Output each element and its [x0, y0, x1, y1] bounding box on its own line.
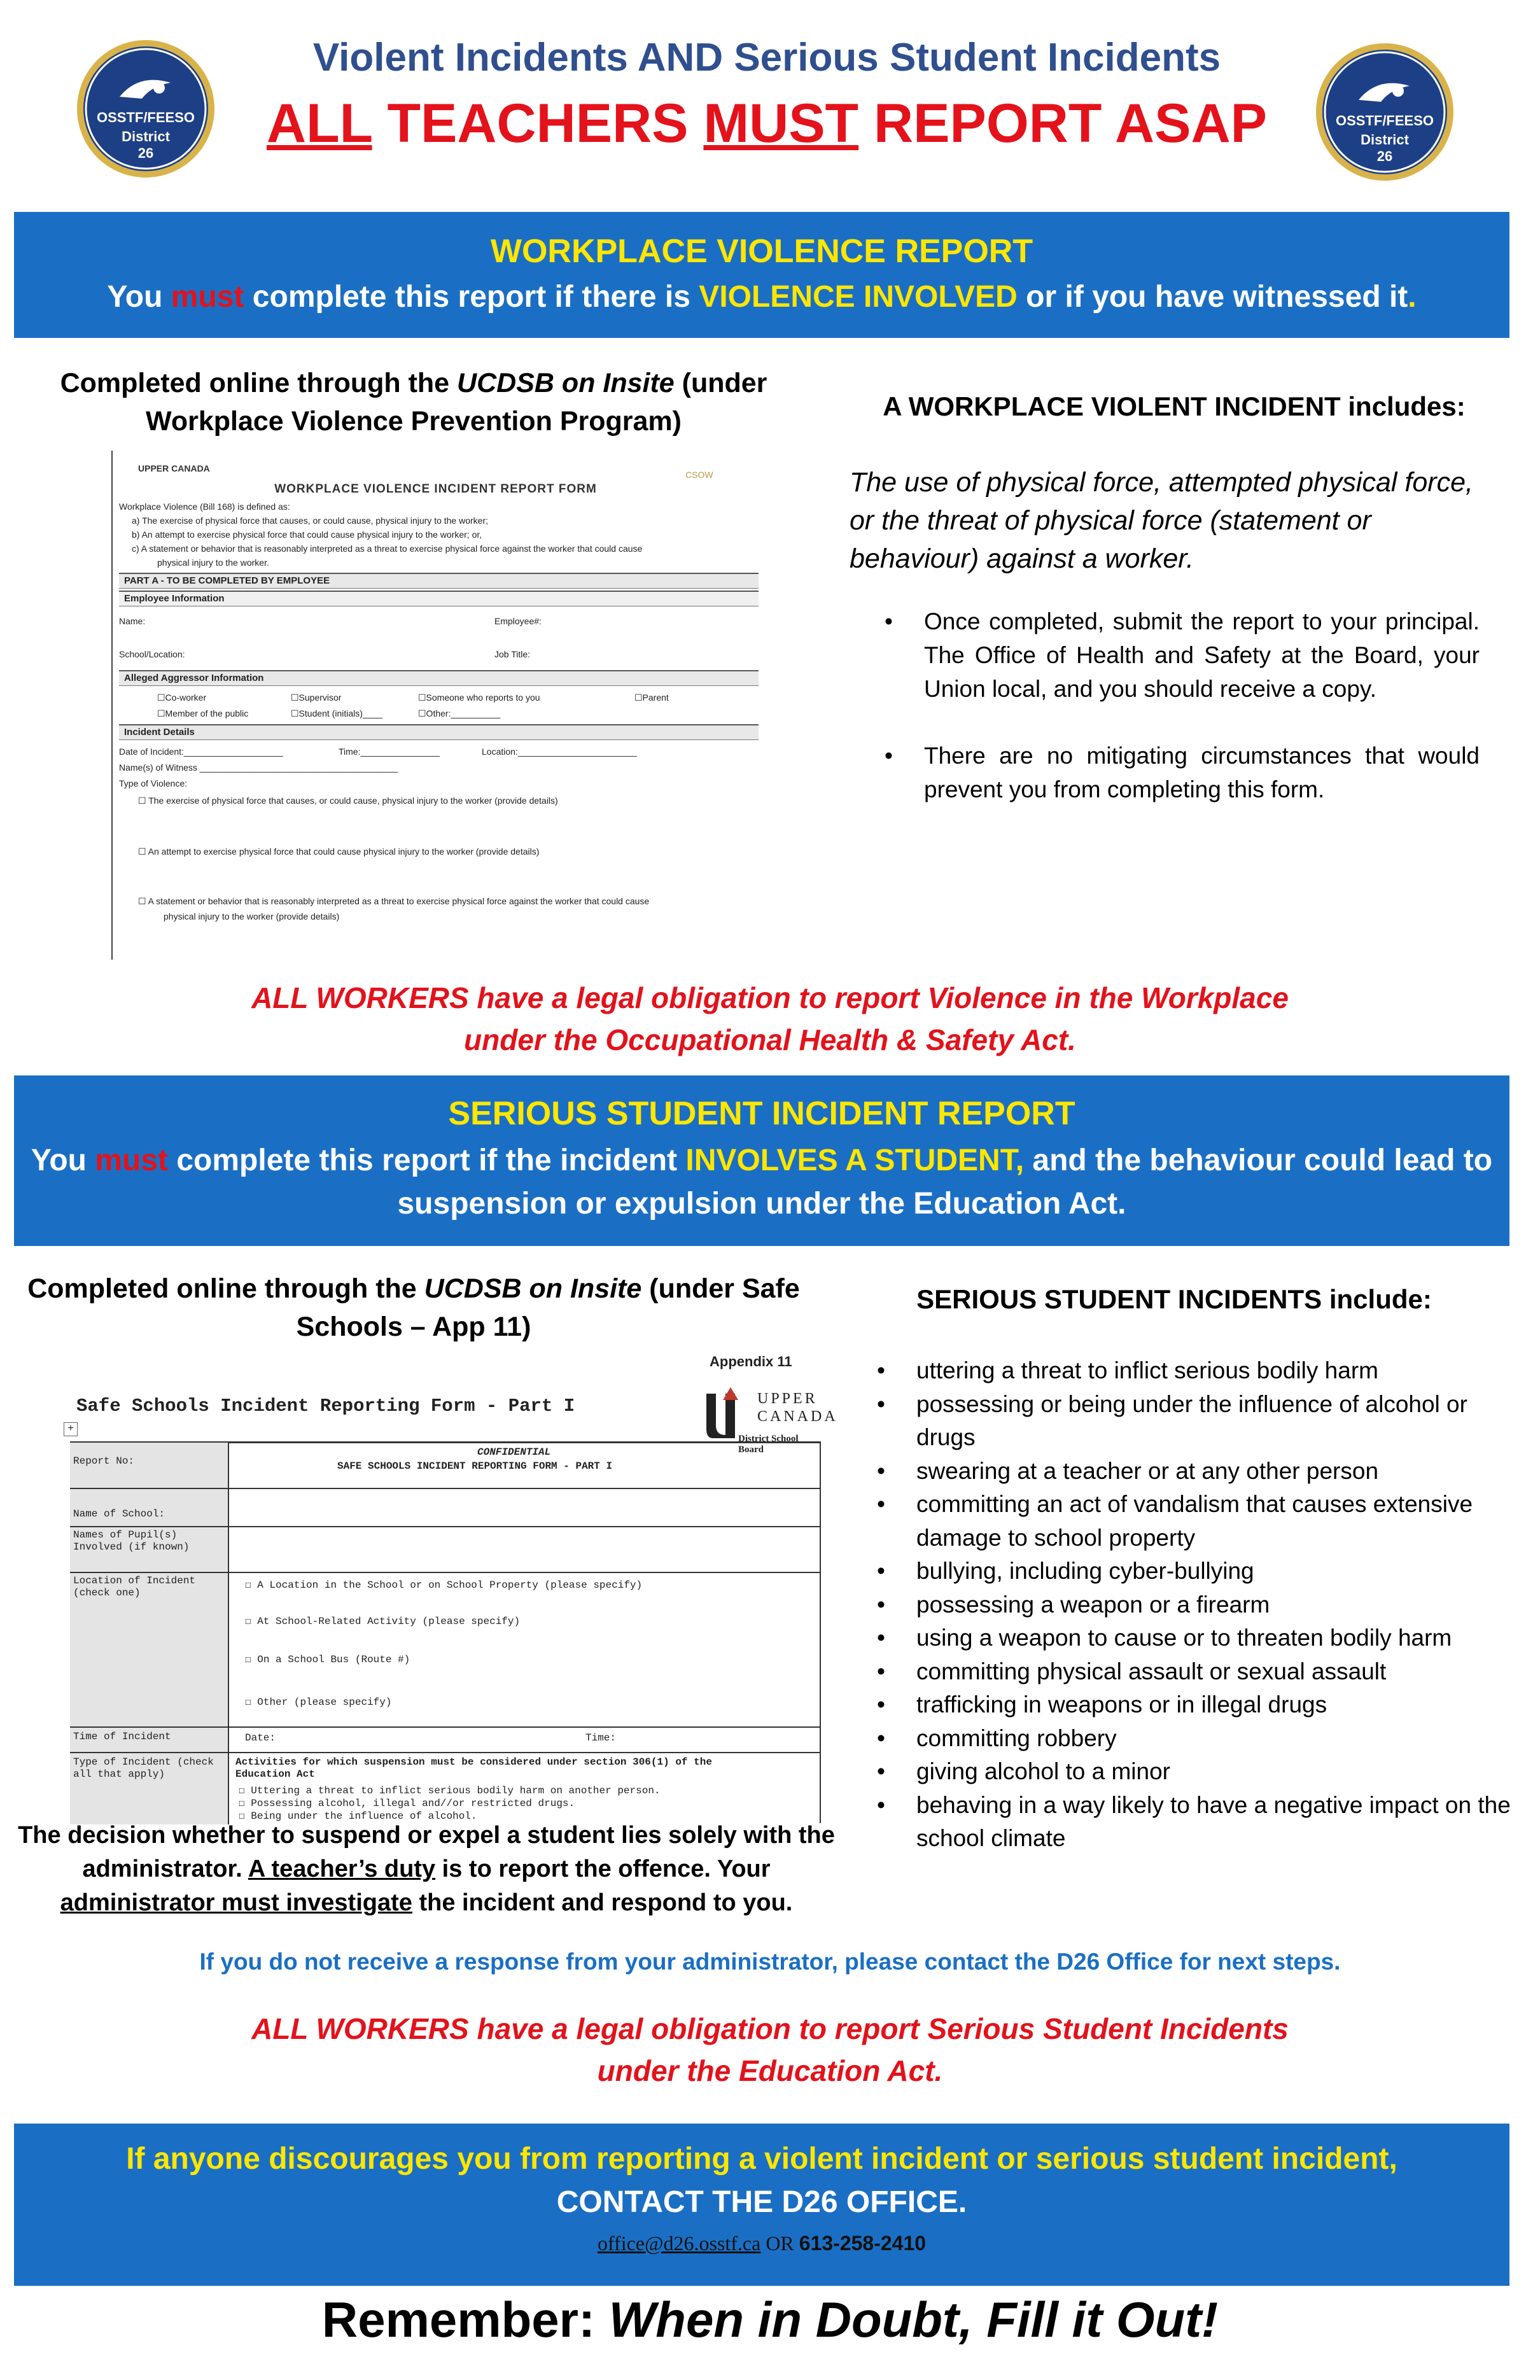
- form1-def: Workplace Violence (Bill 168) is defined as:: [119, 501, 290, 512]
- logo-right-top: OSSTF/FEESO: [1335, 113, 1434, 129]
- wvr-highlight: VIOLENCE INVOLVED: [699, 280, 1018, 314]
- wvr-band: [14, 212, 1509, 338]
- form1-emp-info: Employee Information: [119, 591, 759, 606]
- ssir-bullet: • committing robbery: [877, 1722, 1513, 1756]
- ohsa-note: [0, 977, 1540, 1061]
- ohsa-note-line2: under the Occupational Health & Safety Act.: [464, 1023, 1076, 1056]
- logo-left: [75, 38, 216, 179]
- ssir-bullets: [877, 1354, 1513, 1856]
- ssir-bullet: • committing an act of vandalism that causes extensive damage to school property: [877, 1488, 1513, 1555]
- form1-v2: ☐ An attempt to exercise physical force that could cause physical injury to the worker (provide details): [138, 846, 540, 857]
- form1-c: c) A statement or behavior that is reasonably interpreted as a threat to exercise physical force against the worker that could cause: [132, 543, 643, 554]
- ssir-bullet: • swearing at a teacher or at any other person: [877, 1455, 1513, 1488]
- form2-row-2: [70, 1526, 821, 1527]
- form2-row-5: [70, 1752, 821, 1753]
- ssir-bullet: • bullying, including cyber-bullying: [877, 1555, 1513, 1588]
- form2-plus-box: +: [64, 1422, 78, 1436]
- form2-t1: ☐ Uttering a threat to inflict serious bodily harm on another person.: [239, 1785, 661, 1796]
- form2-report-no: Report No:: [73, 1455, 135, 1467]
- wvr-definition: The use of physical force, attempted physical force, or the threat of physical force (statement or behaviour) against a worker.: [850, 467, 1473, 574]
- wvr-right-heading: A WORKPLACE VIOLENT INCIDENT includes:: [883, 391, 1466, 421]
- edact-note-line2: under the Education Act.: [597, 2054, 943, 2087]
- ssir-you: You: [31, 1144, 95, 1177]
- form2-appendix: Appendix 11: [710, 1354, 792, 1369]
- wvr-intro-c: (under: [674, 368, 767, 398]
- form2-loc3: ☐ On a School Bus (Route #): [245, 1654, 410, 1665]
- form1-job: Job Title:: [494, 649, 531, 659]
- form2-t3: ☐ Being under the influence of alcohol.: [239, 1810, 477, 1822]
- footer-slogan: [0, 2291, 1540, 2349]
- ssir-bullet: • committing physical assault or sexual assault: [877, 1655, 1513, 1689]
- edact-note-line1: ALL WORKERS have a legal obligation to report Serious Student Incidents: [251, 2012, 1289, 2045]
- edact-note: [0, 2008, 1540, 2092]
- ssir-bullet: • possessing or being under the influence of alcohol or drugs: [877, 1388, 1513, 1455]
- form2-loc1: ☐ A Location in the School or on School Property (please specify): [245, 1579, 643, 1591]
- wvr-intro: [51, 364, 776, 440]
- contact-email-link[interactable]: office@d26.osstf.ca: [597, 2232, 761, 2255]
- decision-line-3: [13, 1886, 840, 1920]
- ssir-must: must: [95, 1144, 168, 1177]
- form2-loc2: ☐ At School-Related Activity (please specify): [245, 1616, 521, 1627]
- footer-slogan-text: When in Doubt, Fill it Out!: [608, 2292, 1219, 2348]
- decision-2b: A teacher’s duty: [248, 1856, 436, 1882]
- ssir-bullet: • possessing a weapon or a firearm: [877, 1588, 1513, 1622]
- form1-v3b: physical injury to the worker (provide details): [164, 911, 340, 921]
- form1-logo-right: CSOW: [685, 470, 713, 480]
- logo-right-num: 26: [1376, 148, 1393, 164]
- form2-time: Time of Incident: [73, 1731, 171, 1742]
- form2-pupils: Names of Pupil(s) Involved (if known): [73, 1529, 190, 1553]
- form1-name: Name:: [119, 616, 146, 626]
- contact-line2: CONTACT THE D26 OFFICE.: [556, 2185, 967, 2219]
- logo-right-mid: District: [1361, 132, 1409, 148]
- ssir-highlight: INVOLVES A STUDENT,: [685, 1144, 1025, 1177]
- wvr-band-text: [14, 279, 1509, 314]
- form1-aggressor: Alleged Aggressor Information: [119, 670, 759, 686]
- wvr-bullet-2: • There are no mitigating circumstances that would prevent you from completing this form.: [885, 739, 1480, 806]
- decision-3b: the incident and respond to you.: [412, 1889, 793, 1916]
- ssir-band: [14, 1075, 1509, 1246]
- wvr-mid: complete this report if there is: [244, 280, 699, 314]
- page-title: Violent Incidents AND Serious Student Incidents: [312, 36, 1221, 80]
- wvr-bullets: [885, 605, 1480, 806]
- form2-form-title: SAFE SCHOOLS INCIDENT REPORTING FORM - PART I: [337, 1460, 613, 1472]
- decision-line-2: [13, 1852, 840, 1886]
- form1-title: WORKPLACE VIOLENCE INCIDENT REPORT FORM: [274, 482, 597, 496]
- ssir-intro: [19, 1270, 808, 1346]
- form1-witness: Name(s) of Witness ________________________________________: [119, 762, 398, 773]
- contact-line1: If anyone discourages you from reporting a violent incident or serious student incident,: [126, 2142, 1397, 2176]
- ssir-band-text: [14, 1139, 1509, 1226]
- workplace-violence-form-image: [111, 451, 759, 960]
- wvr-end: or if you have witnessed it: [1017, 280, 1408, 314]
- form1-part-a: PART A - TO BE COMPLETED BY EMPLOYEE: [119, 573, 759, 589]
- contact-band: [14, 2124, 1509, 2286]
- form1-parent: ☐Parent: [634, 692, 669, 703]
- form2-row-1: [70, 1488, 821, 1489]
- ssir-intro-d: Schools – App 11): [296, 1312, 531, 1342]
- form1-date: Date of Incident:____________________: [119, 746, 283, 757]
- form1-supervisor: ☐Supervisor: [291, 692, 342, 703]
- ssir-end: and the behaviour could lead to: [1024, 1144, 1493, 1177]
- ohsa-note-line1: ALL WORKERS have a legal obligation to report Violence in the Workplace: [251, 981, 1289, 1014]
- wvr-band-title: WORKPLACE VIOLENCE REPORT: [490, 233, 1033, 270]
- form1-someone: ☐Someone who reports to you: [418, 692, 540, 703]
- ssir-right-heading: SERIOUS STUDENT INCIDENTS include:: [916, 1284, 1432, 1314]
- ssir-mid: complete this report if the incident: [168, 1144, 686, 1177]
- form2-location: Location of Incident (check one): [73, 1575, 196, 1599]
- ssir-band-title: SERIOUS STUDENT INCIDENT REPORT: [448, 1095, 1075, 1132]
- decision-line-1: The decision whether to suspend or expel a student lies solely with the: [18, 1822, 835, 1849]
- form1-logo: UPPER CANADA: [138, 463, 210, 473]
- ssir-intro-b: UCDSB on Insite: [424, 1273, 642, 1304]
- form2-activities: Activities for which suspension must be considered under section 306(1) of the Education Act: [235, 1756, 712, 1780]
- subtitle-must: MUST: [703, 93, 859, 154]
- form2-logo-mark: [700, 1387, 745, 1445]
- form1-v1: ☐ The exercise of physical force that causes, or could cause, physical injury to the worker (provide details): [138, 795, 558, 806]
- ssir-intro-c: (under Safe: [641, 1273, 800, 1304]
- logo-left-mid: District: [122, 129, 170, 144]
- form2-confidential: CONFIDENTIAL: [477, 1446, 551, 1458]
- form2-logo2: CANADA: [757, 1408, 838, 1425]
- form1-student: ☐Student (initials)____: [291, 708, 383, 718]
- ssir-bullet: • using a weapon to cause or to threaten bodily harm: [877, 1621, 1513, 1655]
- ssir-bullet: • trafficking in weapons or in illegal drugs: [877, 1688, 1513, 1722]
- decision-3a: administrator must investigate: [60, 1889, 412, 1916]
- form1-location: Location:________________________: [482, 746, 637, 757]
- wvr-intro-d: Workplace Violence Prevention Program): [146, 406, 682, 437]
- form1-time: Time:________________: [339, 746, 440, 757]
- form1-coworker: ☐Co-worker: [157, 692, 207, 703]
- form1-details: Incident Details: [119, 724, 759, 740]
- form2-time2: Time:: [585, 1732, 617, 1744]
- logo-left-num: 26: [137, 145, 154, 161]
- page-subtitle: [229, 92, 1305, 155]
- form2-school-name: Name of School:: [73, 1508, 165, 1520]
- wvr-intro-b: UCDSB on Insite: [457, 368, 675, 398]
- form2-right-border: [820, 1441, 821, 1823]
- form2-row-3: [70, 1572, 821, 1573]
- wvr-intro-a: Completed online through the: [60, 368, 458, 398]
- subtitle-teachers: TEACHERS: [372, 93, 704, 154]
- form2-row-4: [70, 1726, 821, 1728]
- contact-line3: [14, 2232, 1509, 2255]
- ssir-bullet: • uttering a threat to inflict serious bodily harm: [877, 1354, 1513, 1388]
- ssir-bullet: • giving alcohol to a minor: [877, 1755, 1513, 1789]
- wvr-bullet-1: • Once completed, submit the report to your principal. The Office of Health and Safety at the Board, your Union local, and you should receive a copy.: [885, 605, 1480, 706]
- decision-2a: administrator.: [82, 1856, 248, 1882]
- wvr-must: must: [171, 280, 244, 314]
- logo-left-top: OSSTF/FEESO: [96, 109, 195, 125]
- form2-t2: ☐ Possessing alcohol, illegal and//or restricted drugs.: [239, 1798, 575, 1809]
- logo-right: [1314, 41, 1455, 183]
- subtitle-rest: REPORT ASAP: [858, 93, 1267, 154]
- subtitle-all: ALL: [266, 93, 372, 154]
- ssir-decision: [13, 1819, 840, 1920]
- ssir-bullet: • behaving in a way likely to have a negative impact on the school climate: [877, 1789, 1513, 1856]
- form1-employee-no: Employee#:: [494, 616, 542, 626]
- form2-title: Safe Schools Incident Reporting Form - Part I: [76, 1396, 575, 1417]
- ssir-line2: suspension or expulsion under the Education Act.: [397, 1187, 1126, 1221]
- contact-or: OR: [760, 2232, 799, 2255]
- decision-2c: is to report the offence. Your: [435, 1856, 771, 1882]
- form1-type: Type of Violence:: [119, 778, 188, 788]
- ssir-intro-a: Completed online through the: [27, 1273, 424, 1304]
- form2-type: Type of Incident (check all that apply): [73, 1756, 214, 1780]
- form1-b: b) An attempt to exercise physical force that could cause physical injury to the worker; or,: [132, 529, 482, 540]
- wvr-period: .: [1408, 280, 1417, 314]
- form1-v3: ☐ A statement or behavior that is reasonably interpreted as a threat to exercise physical force against the worker that could cause: [138, 896, 650, 906]
- form1-other: ☐Other:__________: [418, 708, 501, 718]
- safe-schools-form-image: [64, 1352, 838, 1822]
- form2-logo1: UPPER: [757, 1390, 818, 1407]
- form2-date: Date:: [245, 1732, 276, 1744]
- wvr-you: You: [107, 280, 171, 314]
- form1-c2: physical injury to the worker.: [157, 557, 269, 568]
- no-response-note: If you do not receive a response from your administrator, please contact the D26 Office for next steps.: [199, 1949, 1341, 1975]
- form1-school: School/Location:: [119, 649, 185, 659]
- form1-a: a) The exercise of physical force that causes, or could cause, physical injury to the worker;: [132, 515, 489, 526]
- form2-loc4: ☐ Other (please specify): [245, 1697, 392, 1708]
- form1-public: ☐Member of the public: [157, 708, 249, 718]
- form2-logo3: District School Board: [738, 1434, 799, 1455]
- contact-phone: 613-258-2410: [799, 2232, 927, 2255]
- footer-remember: Remember:: [321, 2292, 609, 2348]
